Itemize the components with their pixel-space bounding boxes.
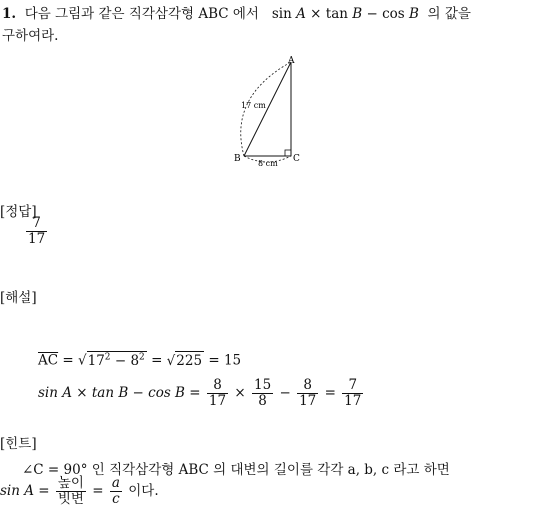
hint-label: [힌트] xyxy=(0,436,37,452)
base-length-label: 8 cm xyxy=(258,159,278,167)
problem-text-prefix: 다음 그림과 같은 직각삼각형 ABC 에서 xyxy=(24,6,259,22)
hint-line-1: ∠C = 90° 인 직각삼각형 ABC 의 대변의 길이를 각각 a, b, c 라고 하면 xyxy=(22,462,450,478)
explanation-line-2: sin A × tan B − cos B = $\frac{8}{17}$ × $\frac{15}{8}$ − $\frac{8}{17}$ = $\frac{7}{17}$ xyxy=(38,377,362,409)
sqrt-expression-2: √225 xyxy=(166,352,203,369)
problem-number: 1. xyxy=(2,6,17,22)
answer-numerator: 7 xyxy=(32,215,41,231)
triangle-figure xyxy=(228,52,308,167)
answer-label: [정답] xyxy=(0,204,37,220)
answer-fraction xyxy=(24,216,49,247)
problem-expression: sin A × tan B − cos B xyxy=(271,6,419,22)
problem-line-2: 구하여라. xyxy=(2,28,59,44)
hypotenuse-length-label: 17 cm xyxy=(241,101,266,110)
sqrt-expression-1: $√17^2 - 8^2$ xyxy=(78,352,145,369)
segment-ac: $\overline{AC}$ xyxy=(38,352,59,369)
vertex-b-label: B xyxy=(234,154,241,164)
explanation-line-1: $\overline{AC} = √17^2 - 8^2 = √225 = 15$ xyxy=(38,352,242,369)
vertex-c-label: C xyxy=(293,154,300,164)
explanation-label: [해설] xyxy=(0,290,37,306)
problem-line-1 xyxy=(2,2,471,22)
right-angle-mark xyxy=(285,150,291,156)
ac-result: 15 xyxy=(223,352,242,369)
answer-denominator: 17 xyxy=(28,231,46,247)
explanation-lhs: sin A × tan B − cos B = xyxy=(38,385,201,401)
hint-line-2: sin A = $\frac{\text{높이}}{\text{빗변}}$ = $\frac{a}{c}$ 이다. xyxy=(0,475,159,507)
vertex-a-label: A xyxy=(288,56,295,66)
problem-text-suffix: 의 값을 xyxy=(427,6,471,22)
